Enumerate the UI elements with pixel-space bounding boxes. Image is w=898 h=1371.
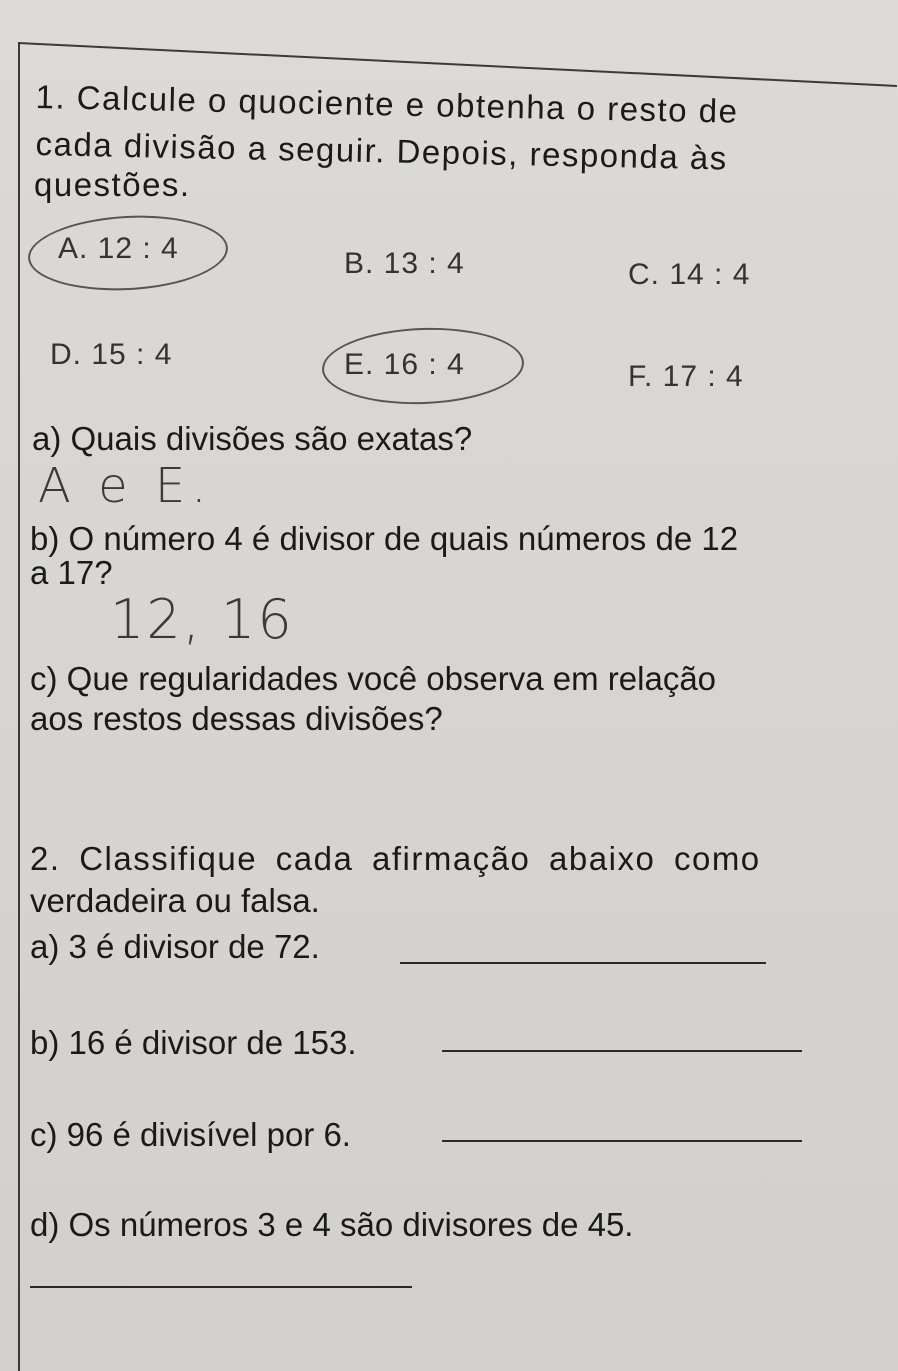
q2-item-c: c) 96 é divisível por 6. [30,1116,351,1153]
option-f: F. 17 : 4 [628,360,744,393]
q1-c-question-line-1: c) Que regularidades você observa em relação [30,660,717,697]
option-a: A. 12 : 4 [58,232,179,265]
q2-item-b: b) 16 é divisor de 153. [30,1024,357,1061]
q2-item-d: d) Os números 3 e 4 são divisores de 45. [30,1206,634,1243]
q1-b-question-line-1: b) O número 4 é divisor de quais números de 12 [30,520,739,557]
q2-item-d-answer-line[interactable] [30,1286,412,1288]
q2-line-2: verdadeira ou falsa. [30,882,320,919]
page-border-left [18,42,20,1371]
option-d: D. 15 : 4 [50,338,173,371]
q1-line-1: 1. Calcule o quociente e obtenha o resto de [35,78,739,130]
q1-b-answer: 12, 16 [110,588,294,651]
q2-item-b-answer-line[interactable] [442,1050,802,1052]
q1-c-question-line-2: aos restos dessas divisões? [30,700,443,737]
q1-b-question-line-2: a 17? [30,554,113,591]
q1-line-3: questões. [34,166,191,203]
option-e: E. 16 : 4 [344,348,465,381]
option-c: C. 14 : 4 [628,258,751,291]
q2-item-c-answer-line[interactable] [442,1140,802,1142]
q2-item-a-answer-line[interactable] [400,962,766,964]
option-b: B. 13 : 4 [344,247,465,280]
q1-line-2: cada divisão a seguir. Depois, responda às [35,125,729,177]
q2-item-a: a) 3 é divisor de 72. [30,928,320,965]
q1-a-question: a) Quais divisões são exatas? [32,420,473,457]
q1-a-answer: A e E. [38,458,213,514]
q2-line-1: 2. Classifique cada afirmação abaixo como [30,840,761,877]
